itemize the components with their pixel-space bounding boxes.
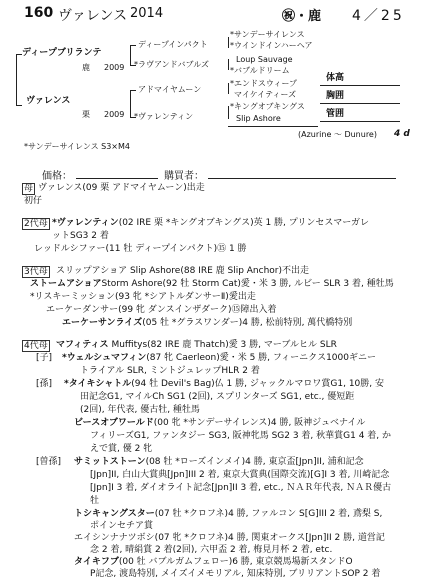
lot-number: 160 (24, 5, 54, 21)
ggc3-line2: 念 2 着, 晴絹賞 2 着(2回), 六甲盃 2 着, 梅見月杯 2 着, etc. (90, 545, 333, 555)
birth-date: 4／25 (352, 8, 405, 24)
child-line2: トライアル SLR, ミントジュレップHLR 2 着 (80, 366, 260, 376)
sex-color: ㊗・鹿 (282, 9, 322, 24)
cannon-label: 管囲 (326, 109, 345, 119)
child-tag: [子] (36, 353, 53, 363)
second-dam-name: *ヴァレンティン (52, 218, 119, 228)
sire-sire: ディープインパクト (138, 40, 208, 49)
ggc4-line2: P記念, 渡島特別, メイズイメモリアル, 知床特別, ブリリアントSOP 2 着 (90, 569, 381, 579)
dam-name: ヴァレンス (26, 96, 71, 106)
gc2-line2: フィリーズG1, ファンタジー SG3, 阪神牝馬 SG2 3 着, 秋華賞G1 4 着, か (90, 431, 392, 441)
dam-text: ヴァレンス(09 栗 アドマイヤムーン)出走 (38, 183, 205, 193)
child-line1: *ウェルシュマフィン(87 牝 Caerleon)愛・米 5 勝, フィーニクス1000ギニー (62, 353, 376, 363)
gc1-line2: 田記念G1, マイルCh SG1 (2回), スプリンターズ SG1, etc., 優短距 (80, 392, 355, 402)
sss: *サンデーサイレンス (230, 30, 305, 39)
fourth-dam-head: マフィティス Muffitys(82 IRE 鹿 Thatch)愛 3 勝, マーブルヒル SLR (56, 340, 337, 350)
second-dam-tag: 2代母 (24, 219, 48, 229)
birth-year: 2014 (130, 6, 164, 21)
third-dam-line1: スリップアショア Slip Ashore(88 IRE 鹿 Slip Anchor)不出走 (56, 266, 310, 276)
ggc2-line2: ポインセチア賞 (90, 521, 154, 531)
horse-name: ヴァレンス (58, 8, 128, 24)
dam-year: 2009 (104, 110, 125, 119)
family-number: 4 d (394, 129, 410, 139)
sire-name: ディープブリランテ (22, 48, 102, 58)
second-dam-line3: レッドルシファー(11 牡 ディープインパクト)⑮ 1 勝 (34, 244, 247, 254)
family-note: (Azurine ～ Dunure) (298, 130, 377, 139)
ssd: *ウインドインハーヘア (230, 41, 313, 50)
girth-label: 胸囲 (326, 91, 345, 101)
great-grandchild-tag: [曽孫] (36, 457, 62, 467)
third-dam-line3: *リスキーミッション(93 牝 *シアトルダンサーⅡ)愛出走 (30, 292, 256, 302)
dss: *エンドスウィープ (230, 79, 298, 88)
dam-sire: アドマイヤムーン (138, 85, 202, 94)
grandchild-tag: [孫] (36, 379, 53, 389)
price-label: 価格： (42, 171, 72, 182)
third-dam-tag: 3代母 (24, 267, 48, 277)
height-label: 体高 (326, 73, 345, 83)
dam-color: 栗 (82, 110, 90, 119)
fourth-dam-tag: 4代母 (24, 341, 48, 351)
ggc1-line2: [Jpn]II, 白山大賞典[Jpn]III 2 着, 東京大賞典(国際交流)[G]I 3 着, 川崎記念 (90, 470, 390, 480)
sdd: *バブルドリーム (230, 66, 290, 75)
third-dam-line4: エーケーダンサー(99 牝 ダンスインザダーク)⑮障出入着 (46, 305, 277, 315)
dam-dam: *ヴァレンティン (134, 112, 194, 121)
ddd: Slip Ashore (236, 114, 281, 123)
dds: *キングオブキングス (230, 102, 305, 111)
dsd: マイケイティーズ (234, 90, 297, 99)
sire-color: 鹿 (82, 63, 90, 72)
ggc1-line4: 牡 (90, 496, 100, 506)
gc1-line1: *タイキシャトル(94 牡 Devil's Bag)仏 1 勝, ジャックルマロワ賞G1, 10勝, 安 (64, 379, 384, 389)
ggc1-line3: [Jpn]I 3 着, ダイオライト記念[Jpn]II 3 着, etc., ＮＡＲ年代表, ＮＡＲ優古 (90, 483, 392, 493)
sds: Loup Sauvage (236, 55, 293, 64)
second-dam-line1: *ヴァレンティン(02 IRE 栗 *キングオブキングス)英 1 勝, プリンセスマーガレ (52, 218, 370, 228)
second-dam-line2: ットSG3 2 着 (52, 231, 109, 241)
third-dam-line2: ストームアショアStorm Ashore(92 牡 Storm Cat)愛・米 3 勝, ルビー SLR 3 着, 種牡馬 (30, 279, 394, 289)
dam-sub: 初仔 (24, 196, 43, 206)
ggc4-line1: タイキフブ(00 牡 バブルガムフェロー)6 勝, 東京競馬場新スタンドO (74, 557, 353, 567)
inbreeding: *サンデーサイレンス S3×M4 (24, 142, 131, 151)
sire-year: 2009 (104, 63, 125, 72)
ggc3-line1: エイシンナナツボシ(07 牝 *クロフネ)4 勝, 関東オークス[Jpn]II 2 勝, 道営記 (74, 533, 385, 543)
buyer-label: 購買者： (164, 171, 204, 182)
dam-tag: 母 (24, 184, 34, 194)
third-dam-line5: エーケーサンライズ(05 牡 *グラスワンダー)4 勝, 松前特別, 萬代橋特別 (62, 318, 353, 328)
gc2-line1: ビースオブワールド(00 牝 *サンデーサイレンス)4 勝, 阪神ジュベナイル (74, 418, 366, 428)
ggc2-line1: トシキャングスター(07 牡 *クロフネ)4 勝, ファルコン S[G]III 2 着, 鳶梨 S, (74, 509, 383, 519)
sire-dam: *ラヴアンドバブルズ (134, 60, 209, 69)
gc1-line3: (2回), 年代表, 優古牡, 種牡馬 (80, 405, 200, 415)
gc2-line3: えで賞, 優 2 牝 (90, 444, 153, 454)
ggc1-line1: サミットストーン(08 牡 *ローズインメイ)4 勝, 東京盃[Jpn]II, 浦和記念 (74, 457, 364, 467)
